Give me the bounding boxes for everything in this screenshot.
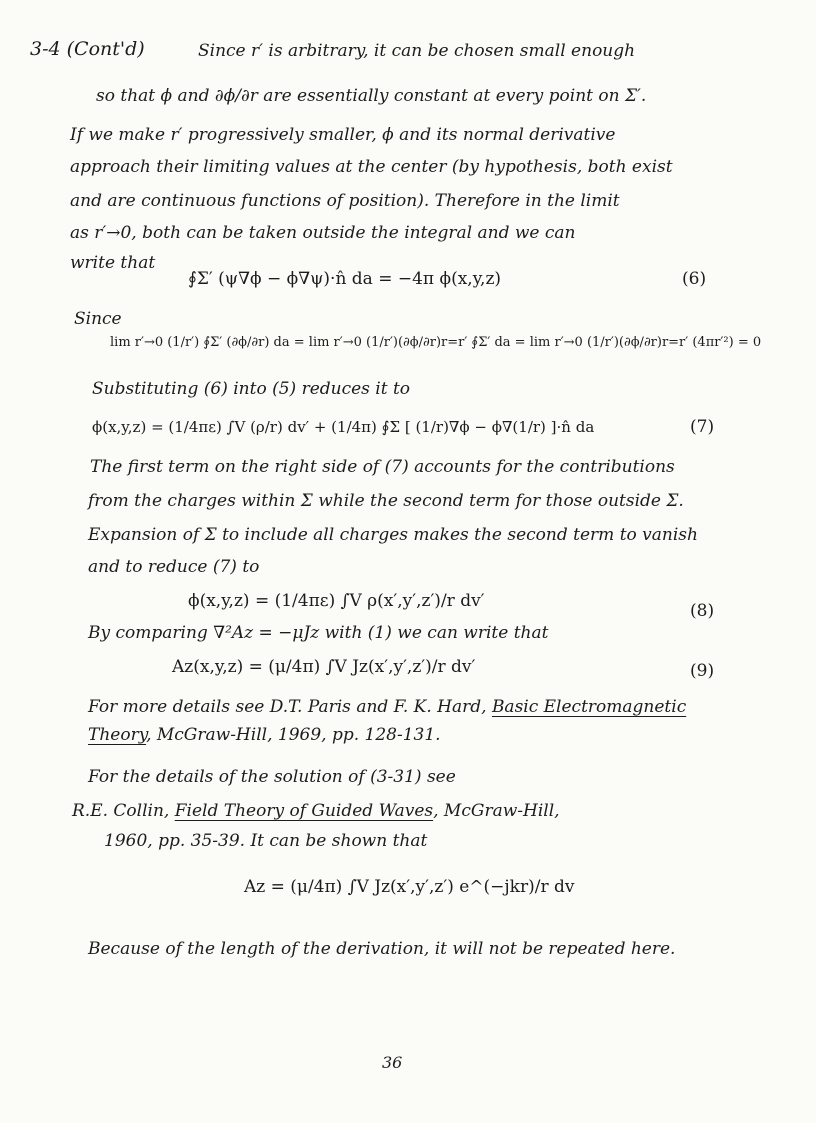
- text-line-10: Expansion of Σ to include all charges makes the second term to vanish: [88, 525, 698, 545]
- equation-8-number: (8): [690, 601, 715, 621]
- text-line-3: If we make r′ progressively smaller, ϕ and its normal derivative: [70, 125, 616, 145]
- text-line-15: For the details of the solution of (3-31) see: [88, 767, 456, 787]
- text-since: Since: [74, 309, 122, 329]
- text-line-14: [88, 724, 441, 746]
- equation-9-number: (9): [690, 661, 715, 681]
- equation-7-number: (7): [690, 417, 715, 437]
- text-line-5: and are continuous functions of position). Therefore in the limit: [70, 191, 620, 211]
- equation-10: Az = (μ/4π) ∫V Jz(x′,y′,z′) e^(−jkr)/r dv: [244, 877, 575, 897]
- text-substituting: Substituting (6) into (5) reduces it to: [92, 379, 411, 399]
- reference-prefix: For more details see D.T. Paris and F. K. Hard,: [88, 697, 492, 717]
- equation-limit: lim r′→0 (1/r′) ∮Σ′ (∂ϕ/∂r) da = lim r′→0 (1/r′)(∂ϕ/∂r)r=r′ ∮Σ′ da = lim r′→0 (1/r′)(∂ϕ/∂r)r=r′ (4πr′²) = 0: [110, 335, 762, 350]
- text-line-1: Since r′ is arbitrary, it can be chosen small enough: [198, 41, 636, 61]
- text-line-13: [88, 696, 686, 718]
- book-title-part-1: Basic Electromagnetic: [491, 697, 687, 717]
- text-line-11: and to reduce (7) to: [88, 557, 260, 577]
- equation-7: ϕ(x,y,z) = (1/4πε) ∫V (ρ/r) dv′ + (1/4π) ∮Σ [ (1/r)∇ϕ − ϕ∇(1/r) ]·n̂ da: [92, 418, 595, 436]
- equation-6: ∮Σ′ (ψ∇ϕ − ϕ∇ψ)·n̂ da = −4π ϕ(x,y,z): [188, 269, 502, 289]
- text-line-12: By comparing ∇²Az = −μJz with (1) we can write that: [88, 623, 549, 643]
- text-line-9: from the charges within Σ while the second term for those outside Σ.: [88, 491, 684, 511]
- book-title-part-2: Theory: [88, 725, 147, 745]
- equation-6-number: (6): [682, 269, 707, 289]
- text-line-2: so that ϕ and ∂ϕ/∂r are essentially constant at every point on Σ′.: [96, 86, 647, 106]
- equation-8: ϕ(x,y,z) = (1/4πε) ∫V ρ(x′,y′,z′)/r dv′: [188, 591, 485, 611]
- text-line-4: approach their limiting values at the center (by hypothesis, both exist: [70, 157, 673, 177]
- text-line-17: 1960, pp. 35-39. It can be shown that: [104, 831, 428, 851]
- text-line-16: [72, 800, 560, 822]
- text-line-18: Because of the length of the derivation, it will not be repeated here.: [88, 939, 676, 959]
- text-line-8: The first term on the right side of (7) accounts for the contributions: [90, 457, 675, 477]
- reference-suffix: , McGraw-Hill, 1969, pp. 128-131.: [146, 725, 441, 745]
- equation-9: Az(x,y,z) = (μ/4π) ∫V Jz(x′,y′,z′)/r dv′: [172, 657, 476, 677]
- book-title-guided-waves: Field Theory of Guided Waves: [174, 801, 434, 821]
- page-number: 36: [382, 1053, 403, 1072]
- reference-publisher: , McGraw-Hill,: [433, 801, 560, 821]
- text-line-6: as r′→0, both can be taken outside the integral and we can: [70, 223, 576, 243]
- reference-author: R.E. Collin,: [72, 801, 175, 821]
- text-line-7: write that: [70, 253, 156, 273]
- section-label: 3-4 (Cont'd): [30, 38, 145, 60]
